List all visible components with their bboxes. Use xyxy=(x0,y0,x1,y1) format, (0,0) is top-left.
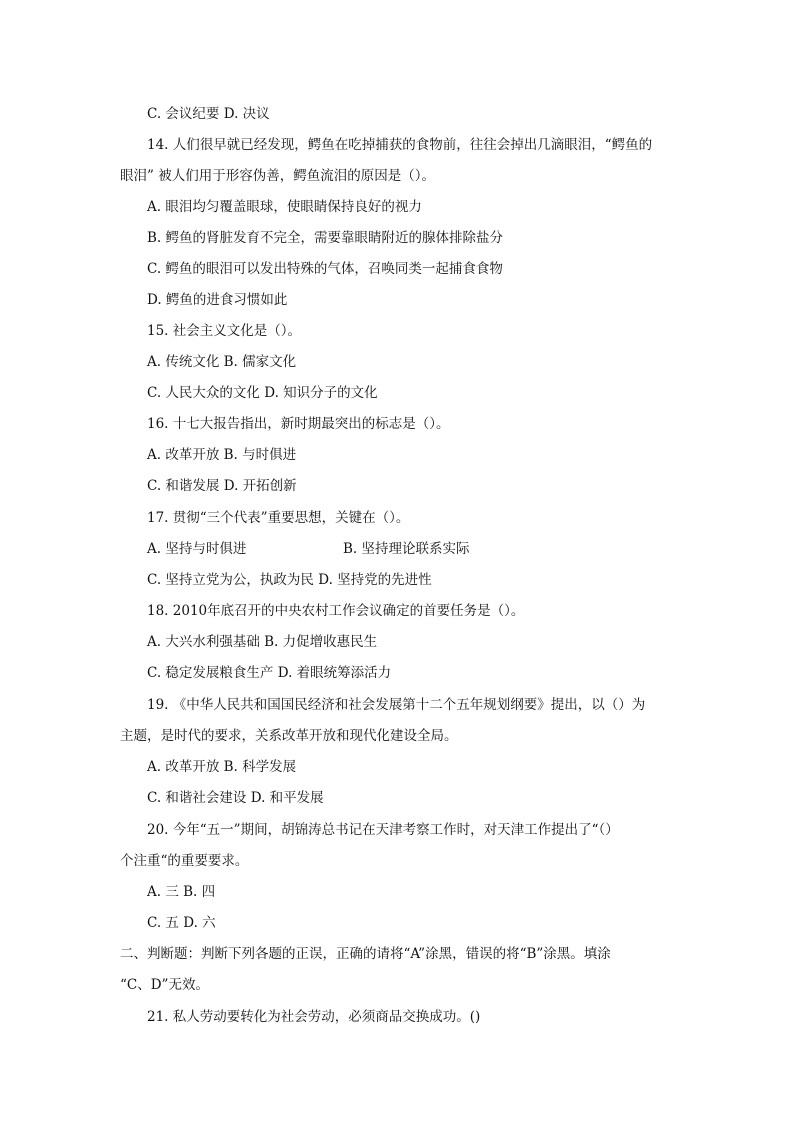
q14-option-c: C. 鳄鱼的眼泪可以发出特殊的气体，召唤同类一起捕食食物 xyxy=(147,261,503,277)
q17-option-a: A. 坚持与时俱进 xyxy=(147,541,247,557)
q14-option-a: A. 眼泪均匀覆盖眼球，使眼睛保持良好的视力 xyxy=(147,199,422,215)
q20-stem-line2: 个注重“的重要要求。 xyxy=(120,853,249,869)
q19-option-cd: C. 和谐社会建设 D. 和平发展 xyxy=(147,790,324,806)
q20-option-ab: A. 三 B. 四 xyxy=(147,884,216,900)
q17-option-b: B. 坚持理论联系实际 xyxy=(343,541,470,557)
q18-option-cd: C. 稳定发展粮食生产 D. 着眼统筹添活力 xyxy=(147,665,392,681)
q18-option-ab: A. 大兴水利强基础 B. 力促增收惠民生 xyxy=(147,634,378,650)
q15-option-ab: A. 传统文化 B. 儒家文化 xyxy=(147,354,297,370)
q19-stem-line2: 主题，是时代的要求，关系改革开放和现代化建设全局。 xyxy=(120,728,458,744)
q19-option-ab: A. 改革开放 B. 科学发展 xyxy=(147,759,297,775)
q14-stem-line1: 14. 人们很早就已经发现，鳄鱼在吃掉捕获的食物前，往往会掉出几滴眼泪，“鳄鱼的 xyxy=(147,137,653,153)
q19-stem-line1: 19. 《中华人民共和国国民经济和社会发展第十二个五年规划纲要》提出，以（）为 xyxy=(147,697,646,713)
q15-stem: 15. 社会主义文化是（）。 xyxy=(147,323,302,339)
q16-option-ab: A. 改革开放 B. 与时俱进 xyxy=(147,447,297,463)
q17-option-cd: C. 坚持立党为公，执政为民 D. 坚持党的先进性 xyxy=(147,572,432,588)
q17-stem: 17. 贯彻“三个代表”重要思想，关键在（）。 xyxy=(147,510,410,526)
q15-option-cd: C. 人民大众的文化 D. 知识分子的文化 xyxy=(147,385,378,401)
q14-option-d: D. 鳄鱼的进食习惯如此 xyxy=(147,292,288,308)
section-heading-line2: “C、D”无效。 xyxy=(120,977,209,993)
q18-stem: 18. 2010年底召开的中央农村工作会议确定的首要任务是（）。 xyxy=(147,603,525,619)
q14-option-b: B. 鳄鱼的肾脏发育不完全，需要靠眼睛附近的腺体排除盐分 xyxy=(147,230,504,246)
q13-option-cd: C. 会议纪要 D. 决议 xyxy=(147,106,270,122)
q21-stem: 21. 私人劳动要转化为社会劳动，必须商品交换成功。() xyxy=(147,1009,481,1025)
q20-stem-line1: 20. 今年“五一”期间，胡锦涛总书记在天津考察工作时，对天津工作提出了“（） xyxy=(147,822,619,838)
section-heading-line1: 二、判断题：判断下列各题的正误，正确的请将“A”涂黑，错误的将“B”涂黑。填涂 xyxy=(120,946,611,962)
q16-stem: 16. 十七大报告指出，新时期最突出的标志是（）。 xyxy=(147,416,450,432)
q16-option-cd: C. 和谐发展 D. 开拓创新 xyxy=(147,478,297,494)
q20-option-cd: C. 五 D. 六 xyxy=(147,915,216,931)
q14-stem-line2: 眼泪” 被人们用于形容伪善，鳄鱼流泪的原因是（）。 xyxy=(120,168,435,184)
